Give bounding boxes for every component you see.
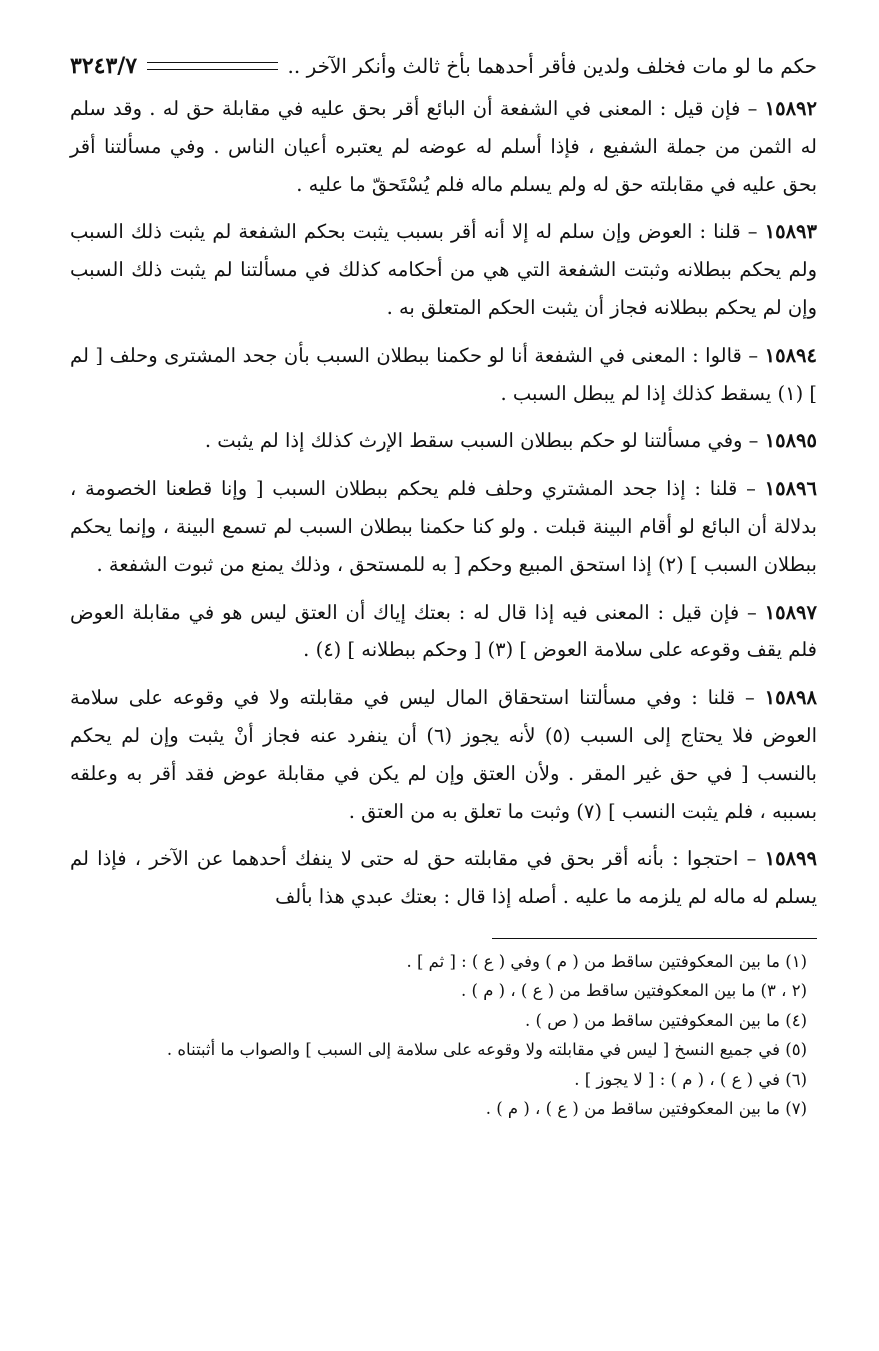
paragraph-number: ١٥٨٩٩ (764, 847, 817, 871)
paragraph-number: ١٥٨٩٥ (764, 429, 817, 453)
running-header (70, 48, 817, 84)
paragraph-number: ١٥٨٩٦ (764, 477, 817, 501)
paragraph (70, 337, 817, 413)
page-number: ٣٢٤٣/٧ (70, 53, 138, 79)
paragraph (70, 840, 817, 916)
footnote: (٢ ، ٣) ما بين المعكوفتين ساقط من ( ع ) ، ( م ) . (461, 981, 807, 1001)
paragraph-number: ١٥٨٩٣ (764, 220, 817, 244)
paragraph (70, 213, 817, 326)
footnote: (٥) في جميع النسخ [ ليس في مقابلته ولا وقوعه على سلامة إلى السبب ] والصواب ما أثبتناه . (166, 1040, 807, 1060)
header-double-rule (147, 62, 277, 70)
paragraph-number: ١٥٨٩٧ (764, 600, 817, 624)
paragraph-text: – قلنا : العوض وإن سلم له إلا أنه أقر بسبب يثبت بحكم الشفعة لم يثبت ذلك السبب ولم يحكم ببطلانه وثبتت الشفعة التي هي من أحكامه كذلك في مسألتنا لم يثبت ذلك السبب وإن لم يحكم ببطلانه فجاز أن يثبت الحكم المتعلق به . (70, 220, 817, 319)
footnote: (٧) ما بين المعكوفتين ساقط من ( ع ) ، ( م ) . (485, 1099, 807, 1119)
header-title: حكم ما لو مات فخلف ولدين فأقر أحدهما بأخ ثالث وأنكر الآخر .. (287, 54, 817, 78)
main-text (70, 90, 817, 916)
paragraph (70, 422, 817, 460)
footnote-separator (492, 938, 817, 939)
paragraph-text: – قلنا : إذا جحد المشتري وحلف فلم يحكم ببطلان السبب [ وإنا قطعنا الخصومة ، بدلالة أن البائع لو أقام البينة قبلت . ولو كنا حكمنا ببطلان السبب لم تسمع البينة ، وإنما يحكم ببطلان السبب ] (٢) إذا استحق المبيع وحكم [ به للمستحق ، وذلك يمنع من ثبوت الشفعة . (70, 477, 817, 576)
paragraph (70, 679, 817, 830)
paragraph-text: – فإن قيل : المعنى في الشفعة أن البائع أقر بحق عليه في مقابلة حق له . وقد سلم له الثمن من جملة الشفيع ، فإذا أسلم له عوضه لم يعتبره أعيان الناس . وفي مسألتنا أقر بحق عليه في مقابلته حق له ولم يسلم ماله فلم يُسْتَحقّ ما عليه . (70, 97, 817, 196)
book-page (70, 48, 817, 1124)
paragraph-number: ١٥٨٩٤ (764, 343, 817, 367)
paragraph-text: – قالوا : المعنى في الشفعة أنا لو حكمنا ببطلان السبب بأن جحد المشترى وحلف [ لم ] (١) يسقط كذلك إذا لم يبطل السبب . (70, 343, 817, 405)
paragraph-number: ١٥٨٩٢ (764, 97, 817, 120)
footnote: (١) ما بين المعكوفتين ساقط من ( م ) وفي ( ع ) : [ ثم ] . (406, 951, 807, 971)
footnote: (٤) ما بين المعكوفتين ساقط من ( ص ) . (525, 1010, 807, 1030)
paragraph-text: – احتجوا : بأنه أقر بحق في مقابلته حق له حتى لا ينفك أحدهما عن الآخر ، فإذا لم يسلم له ماله لم يلزمه ما عليه . أصله إذا قال : بعتك عبدي هذا بألف (70, 847, 817, 909)
paragraph (70, 90, 817, 203)
paragraph (70, 470, 817, 583)
paragraph-text: – قلنا : وفي مسألتنا استحقاق المال ليس في مقابلته ولا في وقوعه على سلامة العوض فلا يحتاج إلى السبب (٥) لأنه يجوز (٦) أن ينفرد عنه فجاز أنْ يثبت وإن لم يحكم بالنسب [ في حق غير المقر . ولأن العتق وإن لم يكن في مقابلة عوض فقد أقر به وعلقه بسببه ، فلم يثبت النسب ] (٧) وثبت ما تعلق به من العتق . (70, 686, 817, 823)
paragraph-number: ١٥٨٩٨ (764, 686, 817, 710)
paragraph-text: – وفي مسألتنا لو حكم ببطلان السبب سقط الإرث كذلك إذا لم يثبت . (204, 429, 765, 453)
footnotes (70, 947, 817, 1124)
paragraph-text: – فإن قيل : المعنى فيه إذا قال له : بعتك إياك أن العتق ليس هو في مقابلة العوض فلم يقف وقوعه على سلامة العوض ] (٣) [ وحكم ببطلانه ] (٤) . (70, 600, 817, 662)
footnote: (٦) في ( ع ) ، ( م ) : [ لا يجوز ] . (574, 1069, 807, 1089)
paragraph (70, 594, 817, 670)
